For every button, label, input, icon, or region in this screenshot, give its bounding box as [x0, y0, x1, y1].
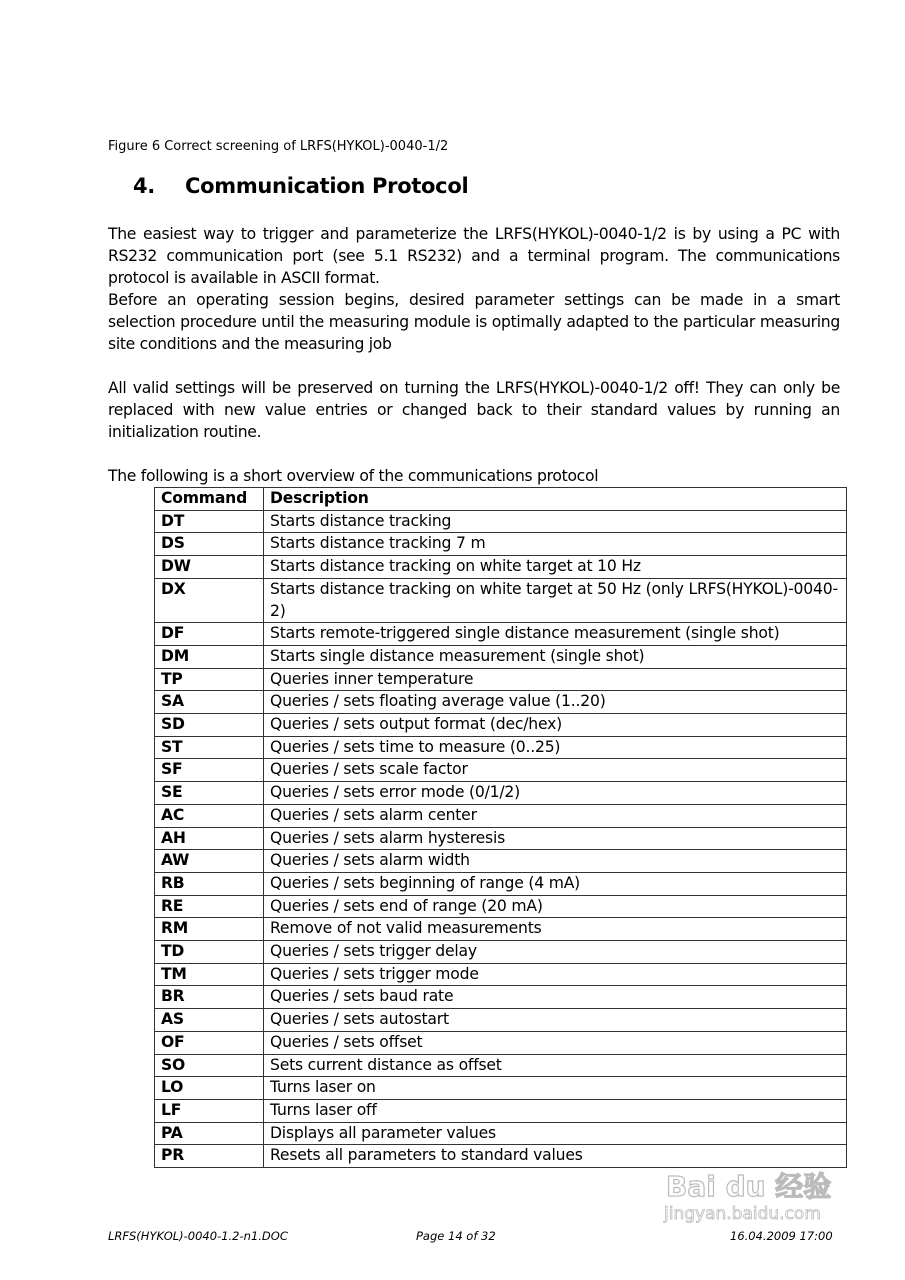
description-cell: Queries / sets end of range (20 mA): [264, 895, 847, 918]
command-cell: DM: [155, 645, 264, 668]
table-row: [155, 714, 847, 737]
table-row: [155, 918, 847, 941]
command-cell: RM: [155, 918, 264, 941]
footer-filename: LRFS(HYKOL)-0040-1.2-n1.DOC: [108, 1229, 288, 1243]
description-cell: Sets current distance as offset: [264, 1054, 847, 1077]
command-cell: DT: [155, 510, 264, 533]
table-row: [155, 556, 847, 579]
table-row: [155, 1031, 847, 1054]
description-cell: Queries / sets trigger delay: [264, 941, 847, 964]
description-cell: Starts remote-triggered single distance measurement (single shot): [264, 623, 847, 646]
table-row: [155, 645, 847, 668]
command-cell: SF: [155, 759, 264, 782]
description-cell: Queries / sets offset: [264, 1031, 847, 1054]
table-row: [155, 827, 847, 850]
description-cell: Turns laser off: [264, 1099, 847, 1122]
description-cell: Queries inner temperature: [264, 668, 847, 691]
table-row: [155, 1009, 847, 1032]
section-heading: [133, 174, 468, 198]
figure-caption: Figure 6 Correct screening of LRFS(HYKOL)-0040-1/2: [108, 139, 449, 154]
description-cell: Queries / sets alarm width: [264, 850, 847, 873]
command-cell: TM: [155, 963, 264, 986]
command-cell: TP: [155, 668, 264, 691]
command-cell: RE: [155, 895, 264, 918]
paragraph-overview: The following is a short overview of the communications protocol: [108, 467, 599, 485]
description-cell: Queries / sets error mode (0/1/2): [264, 782, 847, 805]
command-cell: DX: [155, 578, 264, 622]
description-cell: Queries / sets alarm center: [264, 804, 847, 827]
description-cell: Queries / sets scale factor: [264, 759, 847, 782]
command-cell: PA: [155, 1122, 264, 1145]
command-cell: OF: [155, 1031, 264, 1054]
watermark-line2: jingyan.baidu.com: [664, 1204, 821, 1224]
description-cell: Starts distance tracking 7 m: [264, 533, 847, 556]
table-row: [155, 986, 847, 1009]
table-row: [155, 691, 847, 714]
table-row: [155, 895, 847, 918]
command-cell: AC: [155, 804, 264, 827]
table-row: [155, 623, 847, 646]
description-cell: Queries / sets time to measure (0..25): [264, 736, 847, 759]
table-row: [155, 668, 847, 691]
command-cell: SD: [155, 714, 264, 737]
description-cell: Queries / sets autostart: [264, 1009, 847, 1032]
paragraph-preserved: All valid settings will be preserved on turning the LRFS(HYKOL)-0040-1/2 off! They can only be replaced with new value entries or changed back to their standard values by running an initialization routine.: [108, 379, 840, 441]
description-cell: Turns laser on: [264, 1077, 847, 1100]
table-row: [155, 872, 847, 895]
watermark-line1: Bai du 经验: [666, 1170, 832, 1203]
table-row: [155, 1122, 847, 1145]
header-description: Description: [264, 488, 847, 511]
command-cell: SA: [155, 691, 264, 714]
table-row: [155, 963, 847, 986]
description-cell: Starts distance tracking on white target at 10 Hz: [264, 556, 847, 579]
table-row: [155, 1054, 847, 1077]
command-cell: PR: [155, 1145, 264, 1168]
paragraph-settings: Before an operating session begins, desired parameter settings can be made in a smart selection procedure until the measuring module is optimally adapted to the particular measuring site conditions and the measuring job: [108, 291, 840, 353]
table-row: [155, 1145, 847, 1168]
description-cell: Starts distance tracking on white target at 50 Hz (only LRFS(HYKOL)-0040-2): [264, 578, 847, 622]
description-cell: Starts distance tracking: [264, 510, 847, 533]
header-command: Command: [155, 488, 264, 511]
table-row: [155, 1099, 847, 1122]
description-cell: Queries / sets floating average value (1..20): [264, 691, 847, 714]
command-cell: DW: [155, 556, 264, 579]
table-row: [155, 533, 847, 556]
command-cell: LO: [155, 1077, 264, 1100]
table-row: [155, 510, 847, 533]
description-cell: Starts single distance measurement (single shot): [264, 645, 847, 668]
command-cell: SE: [155, 782, 264, 805]
command-cell: TD: [155, 941, 264, 964]
description-cell: Queries / sets beginning of range (4 mA): [264, 872, 847, 895]
description-cell: Queries / sets alarm hysteresis: [264, 827, 847, 850]
section-number: 4.: [133, 174, 155, 198]
section-title: Communication Protocol: [185, 174, 469, 198]
command-table: [154, 487, 847, 1168]
table-row: [155, 782, 847, 805]
command-cell: SO: [155, 1054, 264, 1077]
command-cell: DS: [155, 533, 264, 556]
description-cell: Queries / sets trigger mode: [264, 963, 847, 986]
command-cell: AS: [155, 1009, 264, 1032]
command-cell: AW: [155, 850, 264, 873]
table-row: [155, 578, 847, 622]
description-cell: Displays all parameter values: [264, 1122, 847, 1145]
table-row: [155, 941, 847, 964]
table-row: [155, 736, 847, 759]
table-row: [155, 759, 847, 782]
table-row: [155, 850, 847, 873]
footer-date: 16.04.2009 17:00: [730, 1229, 833, 1243]
table-row: [155, 804, 847, 827]
footer-page-number: Page 14 of 32: [416, 1229, 496, 1243]
description-cell: Remove of not valid measurements: [264, 918, 847, 941]
command-cell: DF: [155, 623, 264, 646]
command-cell: LF: [155, 1099, 264, 1122]
table-header-row: [155, 488, 847, 511]
description-cell: Resets all parameters to standard values: [264, 1145, 847, 1168]
command-cell: BR: [155, 986, 264, 1009]
description-cell: Queries / sets output format (dec/hex): [264, 714, 847, 737]
description-cell: Queries / sets baud rate: [264, 986, 847, 1009]
command-cell: AH: [155, 827, 264, 850]
command-cell: ST: [155, 736, 264, 759]
section-body: [108, 223, 840, 1168]
command-cell: RB: [155, 872, 264, 895]
table-row: [155, 1077, 847, 1100]
paragraph-intro: The easiest way to trigger and parameterize the LRFS(HYKOL)-0040-1/2 is by using a PC with RS232 communication port (see 5.1 RS232) and a terminal program. The communications protocol is available in ASCII format.: [108, 225, 840, 287]
baidu-watermark-logo: [660, 1172, 850, 1226]
